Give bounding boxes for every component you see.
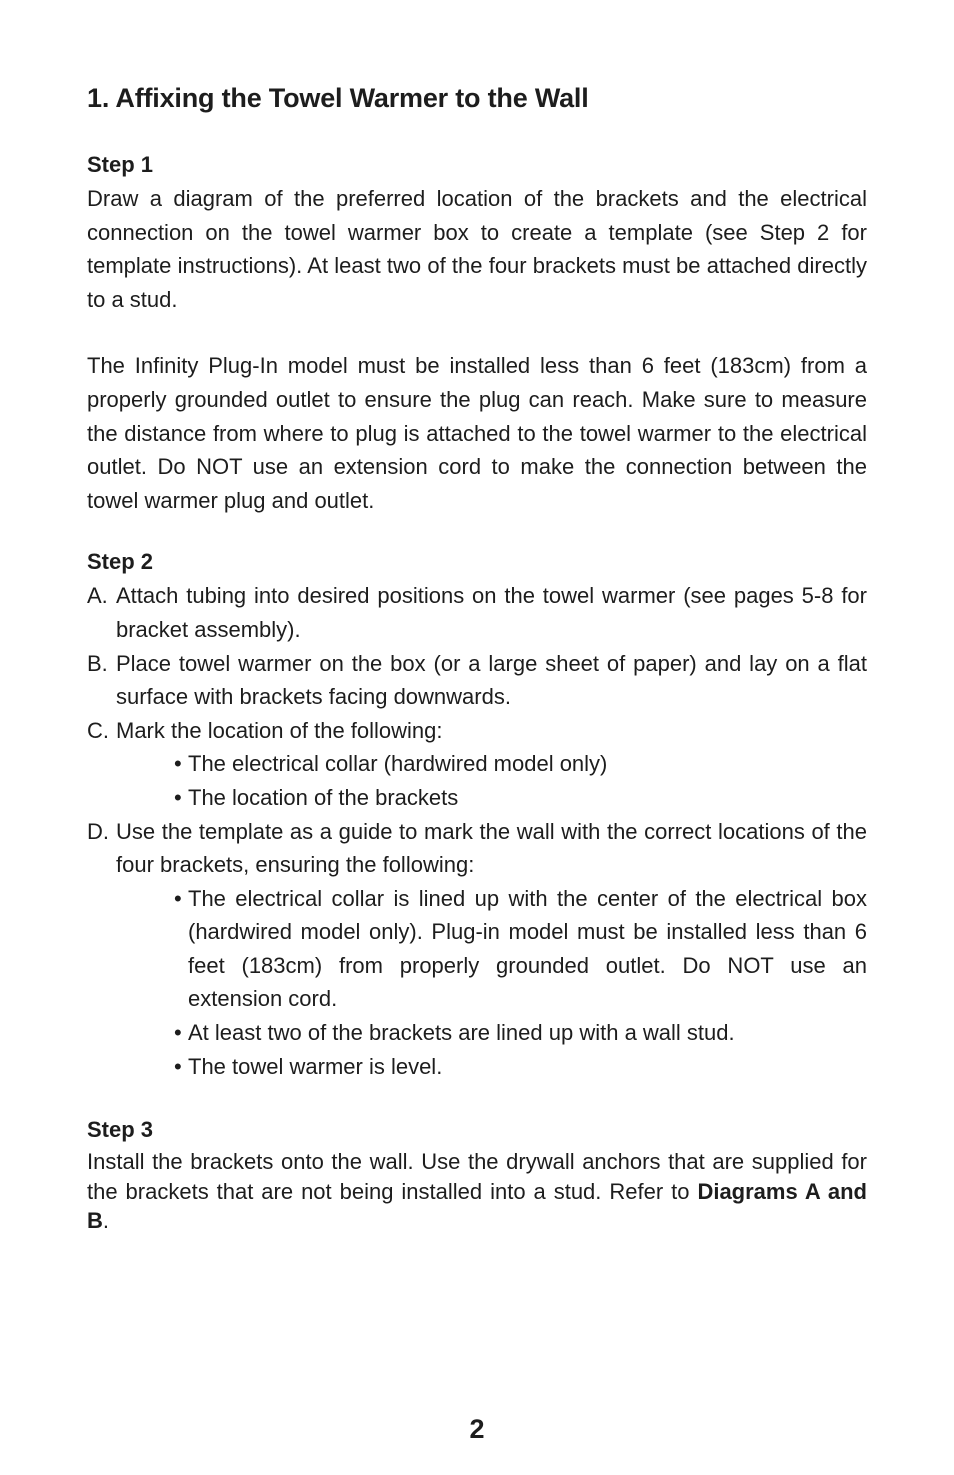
step-1-section (87, 150, 867, 517)
step-3-section (87, 1115, 867, 1236)
step-2-item-b (87, 647, 867, 714)
step-2-item-c (87, 714, 867, 748)
item-c-bullet-text: The electrical collar (hardwired model only) (188, 751, 608, 777)
step-1-paragraph-2: The Infinity Plug-In model must be installed less than 6 feet (183cm) from a properly grounded outlet to ensure the plug can reach. Make sure to measure the distance from where to plug is attached to the towel warmer to the electrical outlet. Do NOT use an extension cord to make the connection between the towel warmer plug and outlet. (87, 353, 867, 513)
item-d-bullet-text: The towel warmer is level. (188, 1053, 443, 1079)
item-a-text: Attach tubing into desired positions on the towel warmer (see pages 5-8 for bracket assembly). (116, 583, 867, 642)
page-number: 2 (469, 1414, 485, 1444)
item-b-text: Place towel warmer on the box (or a large sheet of paper) and lay on a flat surface with brackets facing downwards. (116, 650, 867, 710)
step-3-end: . (102, 1208, 110, 1234)
step-2-item-a (87, 579, 867, 646)
item-d-bullet: • At least two of the brackets are lined up with a wall stud. (174, 1020, 735, 1046)
step-3-heading: Step 3 (87, 1117, 154, 1143)
item-c-bullet: • The electrical collar (hardwired model only) (174, 751, 608, 777)
item-d-bullet: • The towel warmer is level. (174, 1053, 443, 1079)
step-3-paragraph (87, 1147, 867, 1236)
step-1-heading: Step 1 (87, 152, 154, 177)
step-2-heading: Step 2 (87, 549, 154, 575)
step-2-section (87, 547, 867, 1083)
item-c-marker: C. (87, 717, 109, 743)
section-title: 1. Affixing the Towel Warmer to the Wall (87, 83, 589, 113)
item-c-bullet: • The location of the brackets (174, 784, 459, 810)
item-d-bullet: • The electrical collar is lined up with the center of the electrical box (hardwired model only). Plug-in model must be installed less than 6 feet (183cm) from properly grounded outlet. Do NOT use an extension cord. (174, 885, 867, 1012)
diagram-reference: Diagrams A and B (87, 1178, 867, 1234)
step-2-item-d (87, 815, 867, 882)
item-d-marker: D. (87, 818, 109, 844)
item-c-text: Mark the location of the following: (116, 717, 443, 743)
item-d-text: Use the template as a guide to mark the wall with the correct locations of the four brackets, ensuring the following: (116, 818, 867, 878)
item-b-marker: B. (87, 650, 108, 676)
step-3-text: Install the brackets onto the wall. Use the drywall anchors that are supplied for the brackets that are not being installed into a stud. Refer to (87, 1149, 867, 1204)
item-d-bullet-text: The electrical collar is lined up with the center of the electrical box (hardwired model only). Plug-in model must be installed less than 6 feet (183cm) from properly grounded outlet. Do NOT use an extension cord. (188, 885, 867, 1012)
step-1-paragraph-1: Draw a diagram of the preferred location of the brackets and the electrical connection on the towel warmer box to create a template (see Step 2 for template instructions). At least two of the four brackets must be attached directly to a stud. (87, 186, 867, 312)
item-d-bullet-text: At least two of the brackets are lined up with a wall stud. (188, 1020, 735, 1046)
item-c-bullet-text: The location of the brackets (188, 784, 459, 810)
manual-page (87, 80, 867, 1236)
item-a-marker: A. (87, 583, 108, 609)
